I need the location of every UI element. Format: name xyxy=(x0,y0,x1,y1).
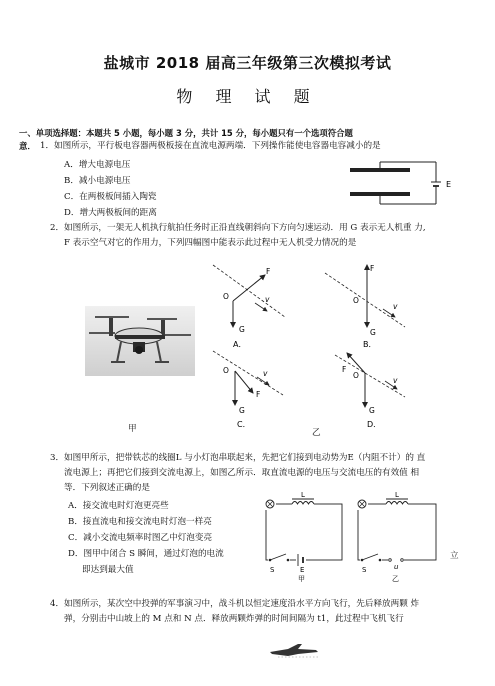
q3-option-a: A．接交流电时灯泡更亮些 xyxy=(68,501,169,511)
svg-text:L: L xyxy=(301,492,305,499)
svg-text:v: v xyxy=(265,295,270,304)
q1-option-a: A．增大电源电压 xyxy=(64,160,131,170)
svg-text:G: G xyxy=(370,328,376,337)
force-diagrams-caption: 乙 xyxy=(312,428,321,438)
exam-subtitle: 物 理 试 题 xyxy=(176,87,319,106)
svg-text:乙: 乙 xyxy=(392,575,399,582)
svg-text:E: E xyxy=(300,566,305,574)
section-heading: 一、单项选择题：本题共 5 小题，每小题 3 分，共计 15 分，每小题只有一个选项符合题 xyxy=(19,128,353,138)
svg-text:F: F xyxy=(256,390,261,399)
circuit-yi xyxy=(356,492,436,582)
svg-text:L: L xyxy=(395,492,399,499)
force-diagram-c xyxy=(213,351,283,429)
q4-stem: 4．如图所示，某次空中投弹的军事演习中，战斗机以恒定速度沿水平方向飞行，先后释放两颗 炸 xyxy=(50,599,420,609)
svg-text:v: v xyxy=(263,369,268,378)
svg-text:v: v xyxy=(393,302,398,311)
svg-text:u: u xyxy=(394,563,399,571)
svg-text:S: S xyxy=(362,566,367,574)
fighter-jet-icon xyxy=(270,644,318,656)
svg-text:O: O xyxy=(223,292,229,301)
force-diagram-a xyxy=(213,265,285,349)
svg-text:A．: A． xyxy=(233,340,247,349)
q3-stem-cont2: 等．下列叙述正确的是 xyxy=(64,483,150,493)
circuits-figure xyxy=(258,492,448,582)
battery-label: E xyxy=(446,180,452,189)
q4-stem-cont: 弹，分别击中山坡上的 M 点和 N 点．释放两颗炸弹的时间间隔为 t1，此过程中飞机飞行 xyxy=(64,614,404,624)
q3-option-d-cont: 即达到最大值 xyxy=(82,565,134,575)
q3-stem-cont: 流电源上；再把它们接到交流电源上，如图乙所示．取直流电源的电压与交流电压的有效值 相 xyxy=(64,468,420,478)
svg-text:O: O xyxy=(223,366,229,375)
svg-text:F: F xyxy=(342,365,347,374)
svg-text:G: G xyxy=(239,325,245,334)
svg-text:G: G xyxy=(239,406,245,415)
ac-terminal-icon xyxy=(401,559,404,562)
q1-option-d: D．增大两极板间的距离 xyxy=(64,208,157,218)
q3-option-d-tail: 立 xyxy=(450,551,459,561)
force-diagram-b xyxy=(325,264,405,349)
svg-text:v: v xyxy=(393,376,398,385)
svg-text:F: F xyxy=(370,264,375,273)
force-diagrams-figure xyxy=(205,255,455,435)
svg-text:C．: C． xyxy=(237,420,251,429)
q2-stem: 2．如图所示，一架无人机执行航拍任务时正沿直线朝斜向下方向匀速运动．用 G 表示无人机重 力, xyxy=(50,223,426,233)
q2-stem-cont: F 表示空气对它的作用力，下列四幅图中能表示此过程中无人机受力情况的是 xyxy=(64,238,357,248)
drone-photo-caption: 甲 xyxy=(128,424,137,434)
q3-stem: 3．如图甲所示，把带铁芯的线圈L 与小灯泡串联起来，先把它们接到电动势为E（内阻不计）的 直 xyxy=(50,453,426,463)
svg-text:D．: D． xyxy=(367,420,382,429)
force-diagram-d xyxy=(335,353,405,429)
capacitor-circuit-figure xyxy=(318,160,468,212)
q3-option-b: B．接直流电和接交流电时灯泡一样亮 xyxy=(68,517,212,527)
circuit-jia xyxy=(264,492,342,582)
svg-text:B．: B． xyxy=(363,340,377,349)
exam-title: 盐城市 2018 届高三年级第三次模拟考试 xyxy=(103,54,392,72)
svg-text:S: S xyxy=(270,566,275,574)
q3-option-c: C．减小交流电频率时图乙中灯泡变亮 xyxy=(68,533,213,543)
svg-text:O: O xyxy=(353,296,359,305)
q3-option-d: D．图甲中闭合 S 瞬间，通过灯泡的电流 xyxy=(68,549,224,559)
fighter-jet-figure xyxy=(268,640,328,660)
ac-terminal-icon xyxy=(389,559,392,562)
svg-text:G: G xyxy=(369,406,375,415)
svg-text:O: O xyxy=(353,371,359,380)
drone-photo xyxy=(85,306,195,376)
svg-text:甲: 甲 xyxy=(298,575,305,582)
q1-option-b: B．减小电源电压 xyxy=(64,176,131,186)
q1-option-c: C．在两极板间插入陶瓷 xyxy=(64,192,157,202)
q1-stem: 1．如图所示，平行板电容器两极板接在直流电源两端．下列操作能使电容器电容减小的是 xyxy=(40,141,381,151)
svg-text:F: F xyxy=(266,267,271,276)
section-heading-cont: 意． xyxy=(19,141,36,151)
